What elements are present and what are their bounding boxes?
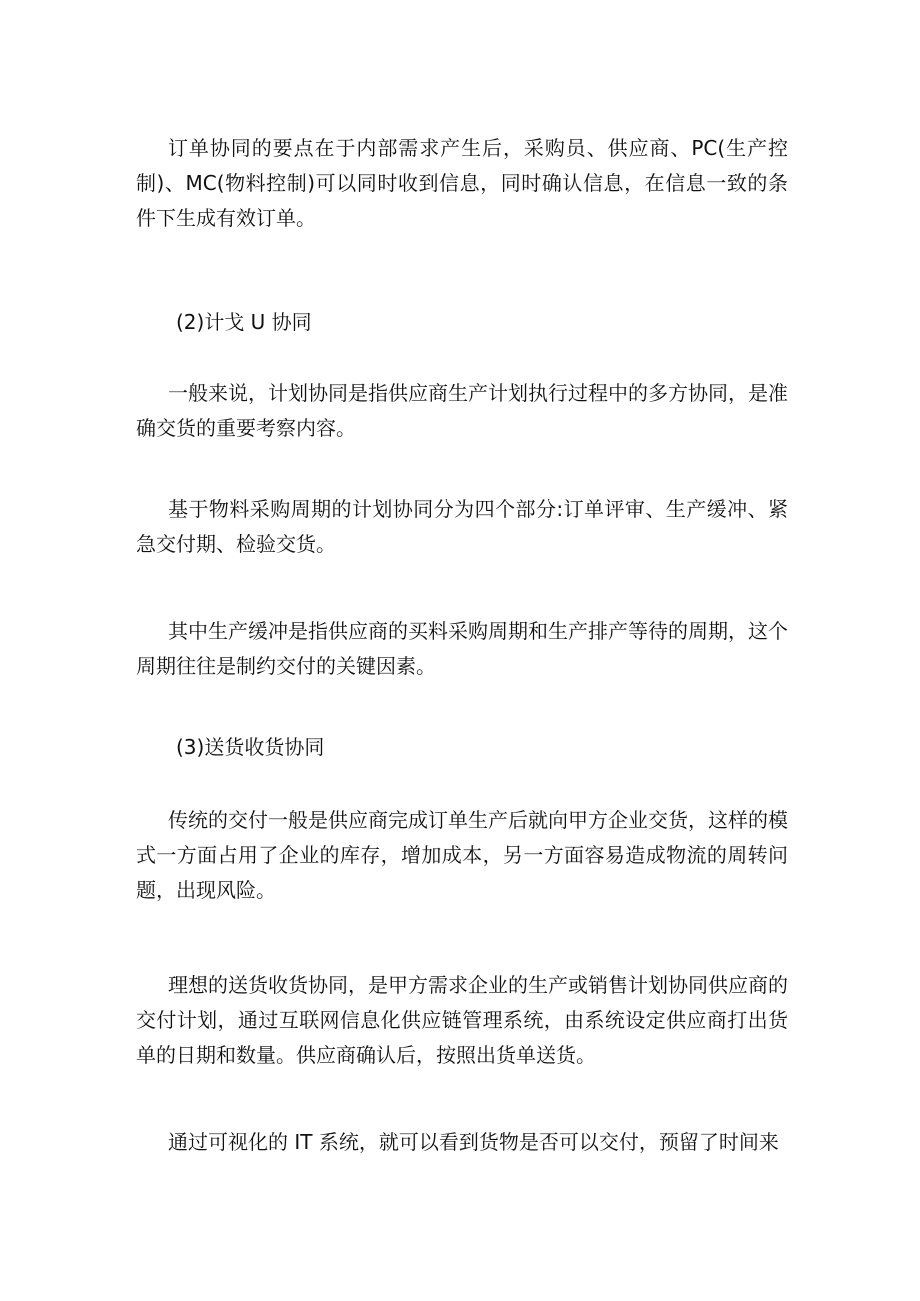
paragraph-plan-collaboration-parts: 基于物料采购周期的计划协同分为四个部分:订单评审、生产缓冲、紧急交付期、检验交货。 — [136, 497, 788, 556]
paragraph-ideal-delivery: 理想的送货收货协同，是甲方需求企业的生产或销售计划协同供应商的交付计划，通过互联网信息化供应链管理系统，由系统设定供应商打出货单的日期和数量。供应商确认后，按照出货单送货。 — [136, 973, 788, 1067]
paragraph-traditional-delivery: 传统的交付一般是供应商完成订单生产后就向甲方企业交货，这样的模式一方面占用了企业的库存，增加成本，另一方面容易造成物流的周转问题，出现风险。 — [136, 808, 788, 902]
section-heading-plan-collaboration: (2)计戈 U 协同 — [176, 310, 312, 334]
paragraph-production-buffer: 其中生产缓冲是指供应商的买料采购周期和生产排产等待的周期，这个周期往往是制约交付的关键因素。 — [136, 619, 788, 678]
section-heading-delivery-collaboration: (3)送货收货协同 — [176, 735, 325, 759]
paragraph-plan-collaboration-definition: 一般来说，计划协同是指供应商生产计划执行过程中的多方协同，是准确交货的重要考察内容。 — [136, 381, 788, 440]
paragraph-visual-it-system: 通过可视化的 IT 系统，就可以看到货物是否可以交付，预留了时间来 — [168, 1130, 779, 1154]
paragraph-order-collaboration: 订单协同的要点在于内部需求产生后，采购员、供应商、PC(生产控制)、MC(物料控制)可以同时收到信息，同时确认信息，在信息一致的条件下生成有效订单。 — [136, 136, 788, 230]
